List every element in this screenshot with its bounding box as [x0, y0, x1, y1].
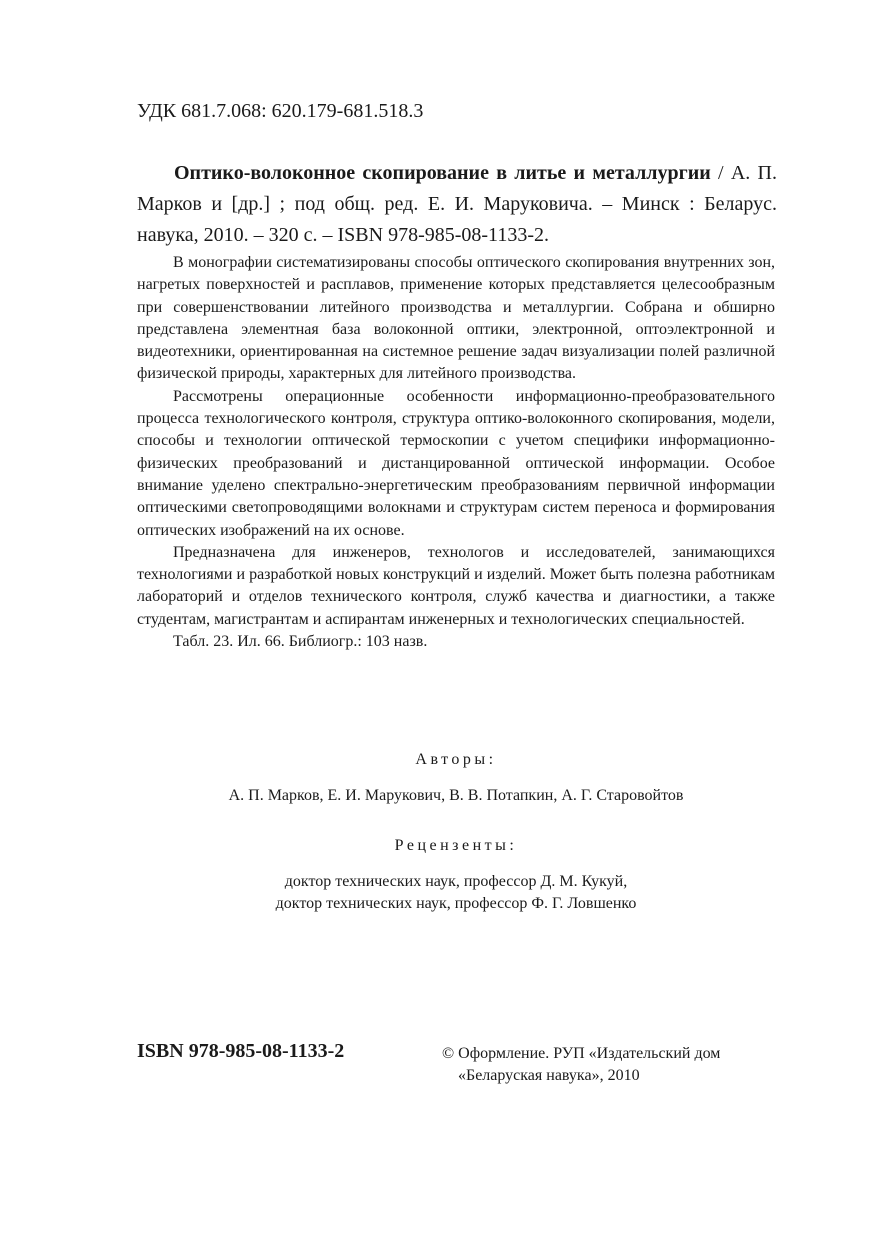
abstract-paragraph: В монографии систематизированы способы оптического скопирования внутренних зон, нагретых поверхностей и расплавов, применение которых представляется целесообразным при совершенствовании литейного производства и металлургии. Собрана и обширно представлена элементная база волоконной оптики, электронной, оптоэлектронной и видеотехники, ориентированная на системное решение задач визуализации полей различной физической природы, характерных для литейного производства. — [137, 254, 775, 383]
copyright-notice — [442, 1043, 720, 1087]
abstract-paragraph: Предназначена для инженеров, технологов и исследователей, занимающихся технологиями и разработкой новых конструкций и изделий. Может быть полезна работникам лабораторий и отделов технического контроля, служб качества и диагностики, а также студентам, магистрантам и аспирантам инженерных и технологических специальностей. — [137, 543, 775, 628]
reviewer-line: доктор технических наук, профессор Ф. Г. Ловшенко — [275, 895, 637, 912]
bibliographic-entry — [137, 158, 777, 251]
abstract-stats: Табл. 23. Ил. 66. Библиогр.: 103 назв. — [173, 633, 428, 651]
abstract-paragraph: Рассмотрены операционные особенности информационно-преобразовательного процесса технологического контроля, структура оптико-волоконного скопирования, модели, способы и технологии оптической термоскопии с учетом специфики информационно-физических преобразований и дистанцированной оптической информации. Особое внимание уделено спектрально-энергетическим преобразованиям первичной информации оптическими светопроводящими волокнами и структурам систем переноса и формирования оптических изображений на их основе. — [137, 387, 775, 539]
copyright-line: © Оформление. РУП «Издательский дом — [442, 1045, 721, 1062]
copyright-line: «Беларуская навука», 2010 — [458, 1067, 640, 1084]
reviewer-line: доктор технических наук, профессор Д. М. Кукуй, — [284, 873, 628, 890]
authors-heading: Авторы: — [415, 751, 497, 768]
reviewers-heading: Рецензенты: — [394, 837, 518, 854]
udc-code: УДК 681.7.068: 620.179-681.518.3 — [137, 100, 424, 122]
isbn-number: ISBN 978-985-08-1133-2 — [137, 1040, 345, 1062]
book-title: Оптико-волоконное скопирование в литье и металлургии — [174, 162, 711, 184]
authors-list: А. П. Марков, Е. И. Марукович, В. В. Потапкин, А. Г. Старовойтов — [228, 787, 684, 804]
bibliographic-details: / А. П. Марков и [др.] ; под общ. ред. Е. И. Маруковича. – Минск : Беларус. навука, 2010. – 320 с. – ISBN 978-985-08-1133-2. — [137, 162, 778, 246]
abstract — [137, 252, 775, 653]
